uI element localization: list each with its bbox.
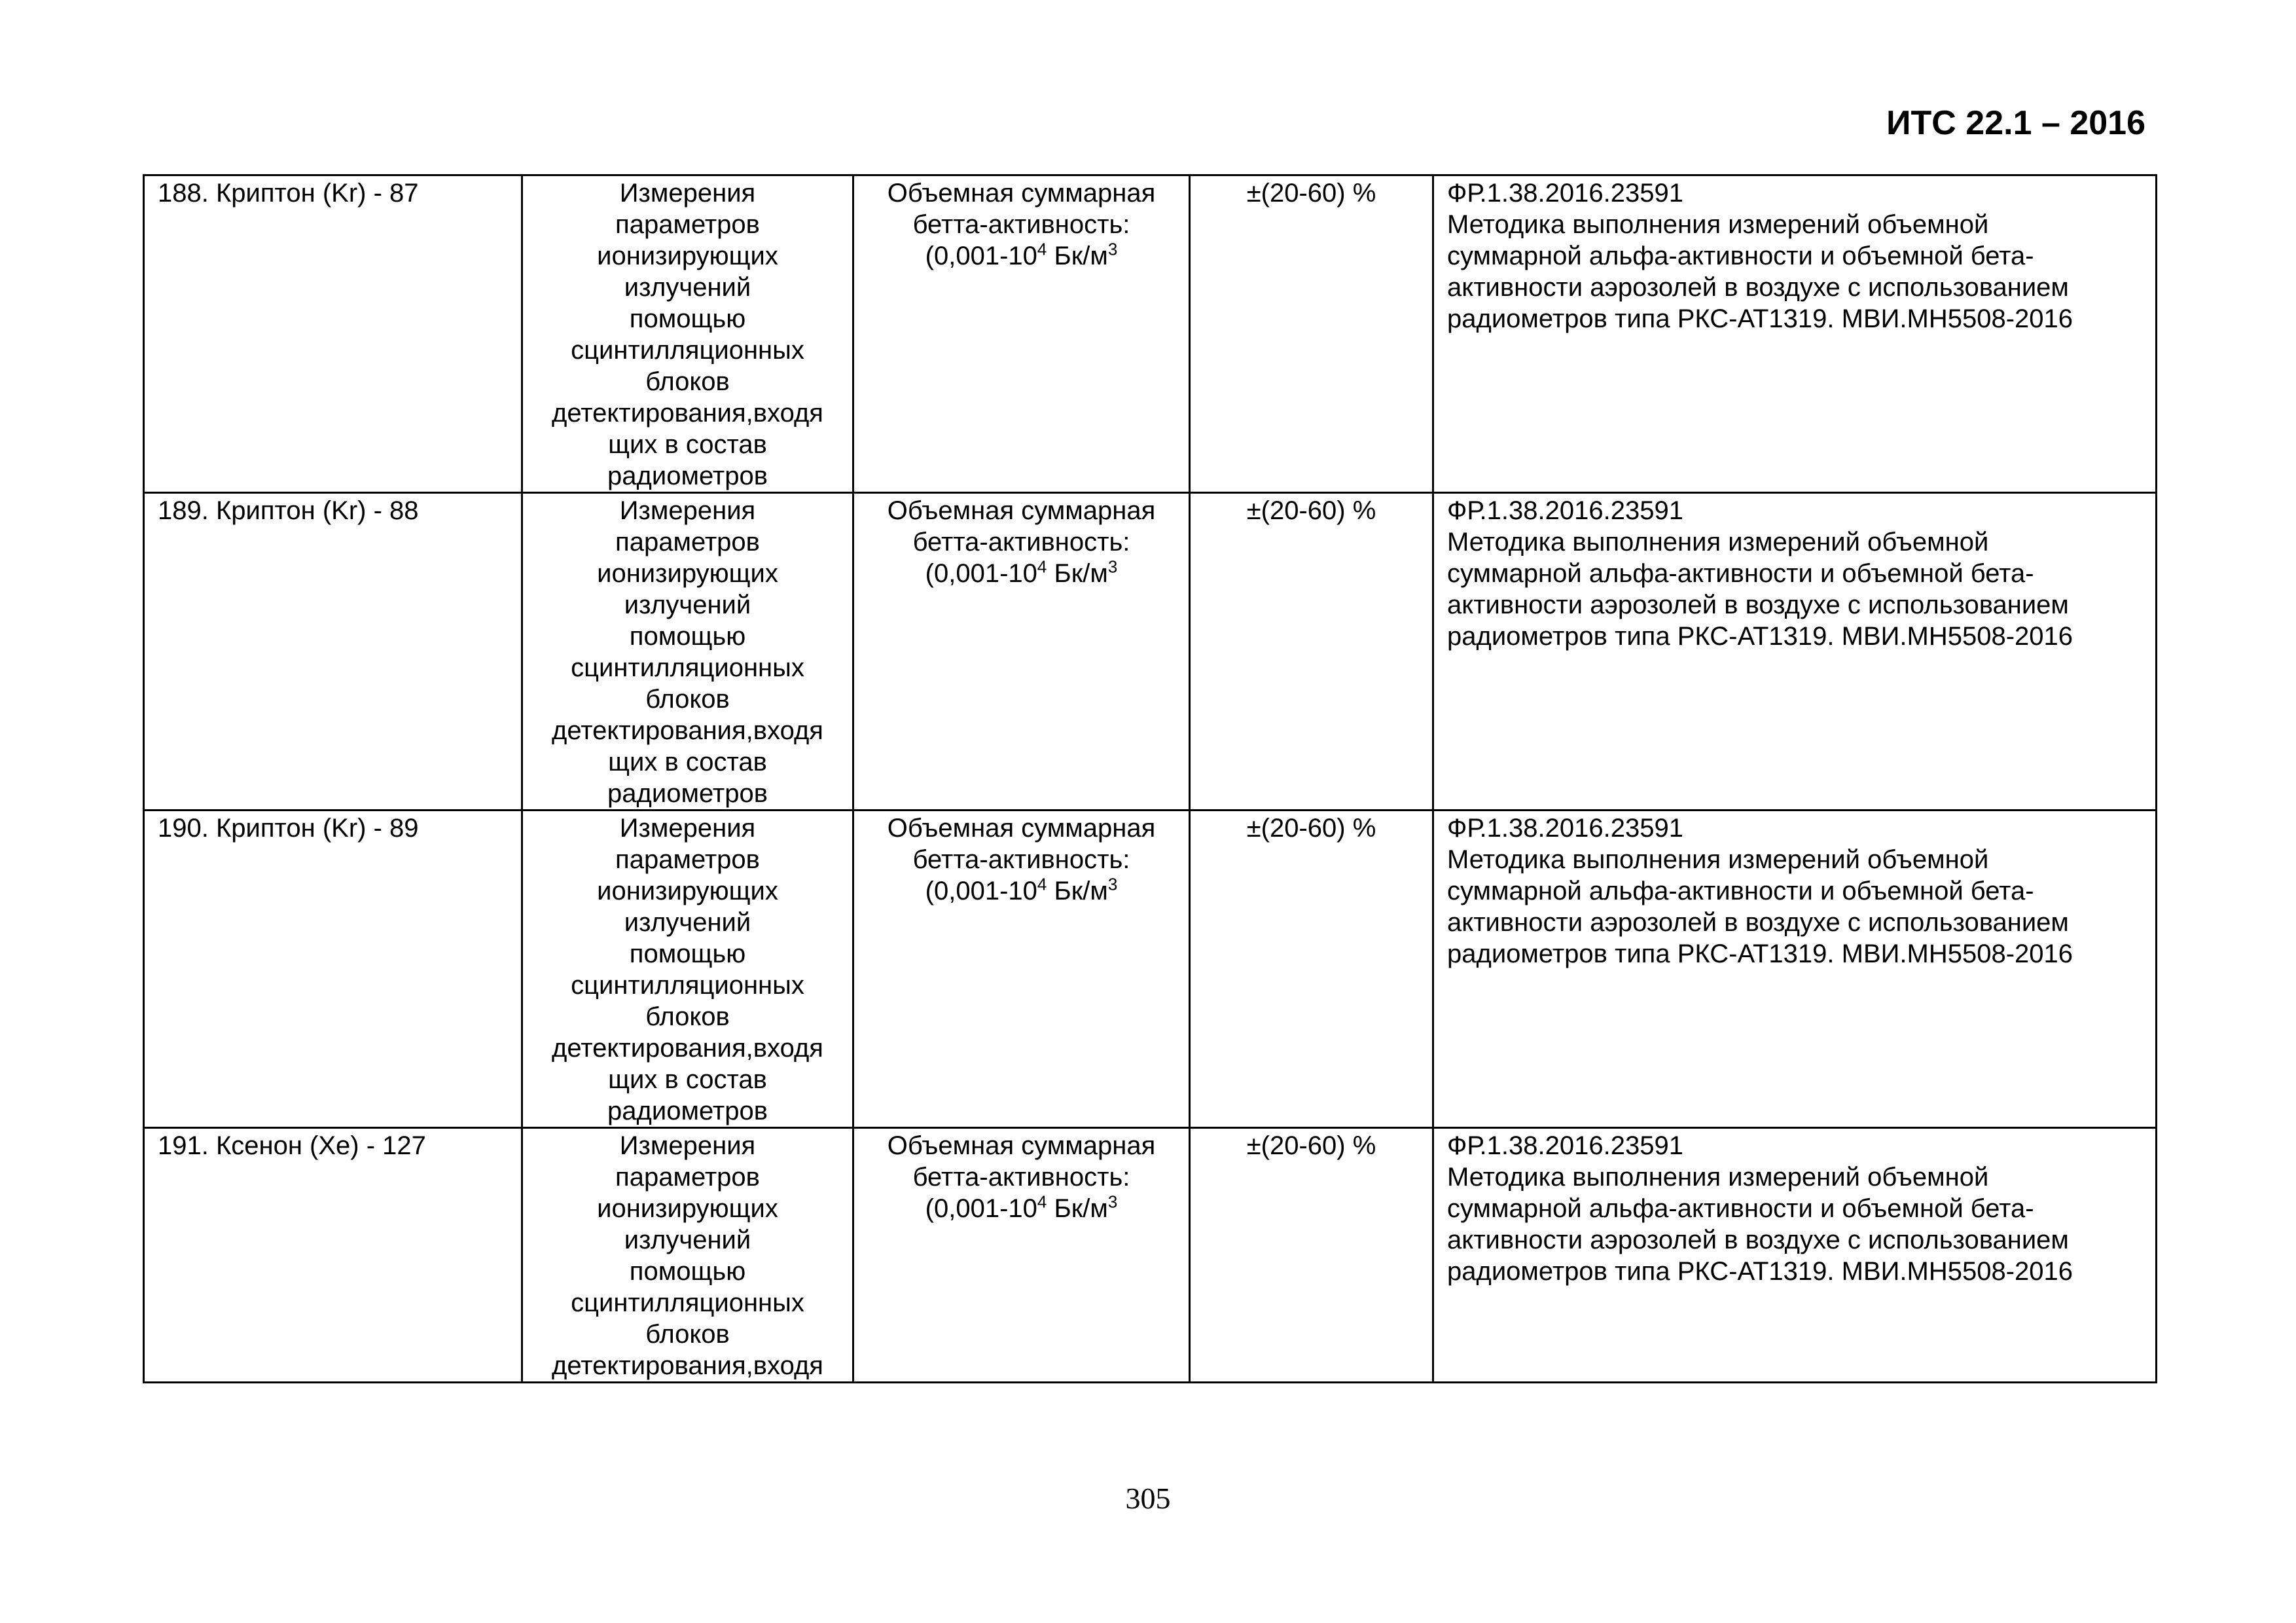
document-line: суммарной альфа-активности и объемной бета- [1447,559,2034,588]
method-line: ионизирующих [597,1194,778,1223]
page-number: 305 [1125,1482,1171,1515]
measurement-range-cell [853,493,1190,811]
document-line: ФР.1.38.2016.23591 [1447,179,1683,208]
range-line-2: бетта-активность: [912,210,1130,239]
range-unit: Бк/м [1047,559,1108,588]
measurement-range-cell [853,175,1190,493]
range-line-1: Объемная суммарная [887,496,1156,525]
document-line: активности аэрозолей в воздухе с использованием [1447,273,2069,302]
method-line: сцинтилляционных [571,336,804,365]
range-line-2: бетта-активность: [912,528,1130,556]
nuclide-name-cell: 188. Криптон (Kr) - 87 [144,175,522,493]
document-line: ФР.1.38.2016.23591 [1447,1131,1683,1160]
table-row [144,493,2157,811]
document-line: активности аэрозолей в воздухе с использованием [1447,1226,2069,1254]
method-document-cell [1433,175,2157,493]
range-prefix: (0,001-10 [925,559,1037,588]
document-line: ФР.1.38.2016.23591 [1447,496,1683,525]
range-prefix: (0,001-10 [925,242,1037,270]
method-line: Измерения [619,179,756,208]
range-line-2: бетта-активность: [912,1163,1130,1192]
method-document-cell [1433,811,2157,1128]
method-line: блоков [645,1320,730,1349]
range-unit-exponent: 3 [1107,239,1118,259]
table-row [144,1128,2157,1383]
method-line: сцинтилляционных [571,1288,804,1317]
document-line: Методика выполнения измерений объемной [1447,210,1989,239]
method-line: блоков [645,1002,730,1031]
method-line: параметров [615,1163,760,1192]
document-line: радиометров типа РКС-АТ1319. МВИ.МН5508-2016 [1447,1257,2073,1286]
range-line-2: бетта-активность: [912,845,1130,874]
method-line: излучений [624,591,751,619]
error-cell: ±(20-60) % [1190,1128,1433,1383]
document-line: Методика выполнения измерений объемной [1447,528,1989,556]
range-exponent: 4 [1037,1192,1047,1212]
document-line: Методика выполнения измерений объемной [1447,1163,1989,1192]
document-line: радиометров типа РКС-АТ1319. МВИ.МН5508-2016 [1447,622,2073,651]
method-line: детектирования,входя [552,1351,823,1380]
measurement-range-cell [853,811,1190,1128]
range-prefix: (0,001-10 [925,1194,1037,1223]
method-line: ионизирующих [597,877,778,905]
method-line: детектирования,входя [552,1034,823,1063]
range-exponent: 4 [1037,239,1047,259]
document-line: активности аэрозолей в воздухе с использованием [1447,908,2069,937]
method-line: щих в состав [608,748,767,776]
method-line: параметров [615,845,760,874]
document-line: суммарной альфа-активности и объемной бета- [1447,877,2034,905]
method-line: помощью [629,304,746,333]
document-line: ФР.1.38.2016.23591 [1447,814,1683,843]
range-value [867,558,1175,589]
measurement-method-cell [522,493,853,811]
method-line: сцинтилляционных [571,971,804,1000]
method-document-cell [1433,493,2157,811]
range-exponent: 4 [1037,556,1047,577]
range-value [867,875,1175,907]
range-unit: Бк/м [1047,242,1108,270]
method-line: детектирования,входя [552,399,823,428]
measurement-method-cell [522,175,853,493]
measurement-method-cell [522,811,853,1128]
method-line: ионизирующих [597,242,778,270]
table-row [144,175,2157,493]
document-line: радиометров типа РКС-АТ1319. МВИ.МН5508-2016 [1447,939,2073,968]
method-line: излучений [624,908,751,937]
range-unit-exponent: 3 [1107,874,1118,894]
method-line: ионизирующих [597,559,778,588]
method-line: Измерения [619,814,756,843]
nuclide-name-cell: 190. Криптон (Kr) - 89 [144,811,522,1128]
method-line: блоков [645,685,730,714]
nuclide-methods-table [143,174,2157,1383]
error-cell: ±(20-60) % [1190,493,1433,811]
document-line: суммарной альфа-активности и объемной бета- [1447,242,2034,270]
nuclide-name-cell: 189. Криптон (Kr) - 88 [144,493,522,811]
range-prefix: (0,001-10 [925,877,1037,905]
range-line-1: Объемная суммарная [887,814,1156,843]
method-document-cell [1433,1128,2157,1383]
nuclide-name-cell: 191. Ксенон (Xe) - 127 [144,1128,522,1383]
method-line: помощью [629,1257,746,1286]
range-value [867,240,1175,272]
range-line-1: Объемная суммарная [887,179,1156,208]
method-line: щих в состав [608,430,767,459]
document-line: активности аэрозолей в воздухе с использованием [1447,591,2069,619]
method-line: излучений [624,1226,751,1254]
range-unit: Бк/м [1047,877,1108,905]
method-line: радиометров [607,462,768,490]
document-header: ИТС 22.1 – 2016 [1886,104,2145,142]
error-cell: ±(20-60) % [1190,811,1433,1128]
error-cell: ±(20-60) % [1190,175,1433,493]
method-line: детектирования,входя [552,716,823,745]
range-exponent: 4 [1037,874,1047,894]
method-line: параметров [615,528,760,556]
document-line: суммарной альфа-активности и объемной бета- [1447,1194,2034,1223]
method-line: излучений [624,273,751,302]
range-unit: Бк/м [1047,1194,1108,1223]
document-line: радиометров типа РКС-АТ1319. МВИ.МН5508-2016 [1447,304,2073,333]
method-line: параметров [615,210,760,239]
range-unit-exponent: 3 [1107,1192,1118,1212]
method-line: сцинтилляционных [571,653,804,682]
table-row [144,811,2157,1128]
method-line: блоков [645,367,730,396]
range-value [867,1193,1175,1224]
method-line: Измерения [619,496,756,525]
measurement-method-cell [522,1128,853,1383]
method-line: радиометров [607,1097,768,1125]
method-line: помощью [629,939,746,968]
method-line: радиометров [607,779,768,808]
table-body [144,175,2157,1383]
method-line: щих в состав [608,1065,767,1094]
method-line: Измерения [619,1131,756,1160]
measurement-range-cell [853,1128,1190,1383]
range-line-1: Объемная суммарная [887,1131,1156,1160]
document-line: Методика выполнения измерений объемной [1447,845,1989,874]
method-line: помощью [629,622,746,651]
range-unit-exponent: 3 [1107,556,1118,577]
